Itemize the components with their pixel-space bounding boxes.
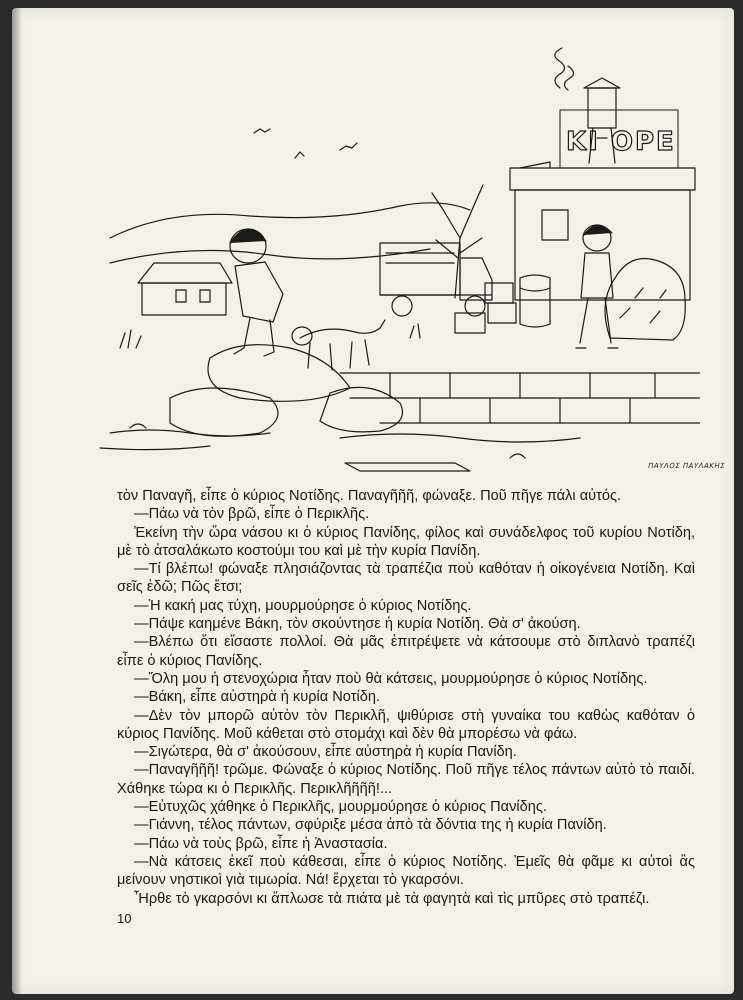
paragraph: —Βάκη, εἶπε αὐστηρὰ ἡ κυρία Νοτίδη.	[134, 689, 380, 706]
bush	[605, 258, 685, 340]
boy-crouching	[230, 229, 283, 356]
bare-tree	[432, 185, 483, 298]
floating-plank	[345, 463, 470, 471]
grass	[120, 324, 420, 348]
cat	[292, 320, 385, 370]
paragraph: —Βλέπω ὅτι εἴσαστε πολλοί. Θὰ μᾶς ἐπιτρέψετε νὰ κάτσουμε στὸ διπλανὸ τραπέζι εἶπε ὁ κύριος Πανίδης.	[117, 634, 695, 669]
hill-line-2	[110, 249, 430, 263]
story-text	[117, 487, 695, 908]
rock	[208, 345, 350, 402]
water-ripples	[100, 430, 580, 450]
ink-drawing	[90, 38, 700, 483]
boy-standing	[576, 225, 618, 348]
bush-texture	[620, 288, 666, 323]
page-fold-shadow	[12, 8, 22, 994]
paragraph: —Ὅλη μου ἡ στενοχώρια ἦταν ποὺ θὰ κάτσεις, μουρμούρησε ὁ κύριος Νοτίδης.	[134, 670, 648, 687]
illustration	[90, 38, 700, 483]
small-house	[138, 263, 232, 315]
paragraph: —Πάψε καημένε Βάκη, τὸν σκούντησε ἡ κυρία Νοτίδη. Θὰ σ' ἀκούση.	[134, 616, 581, 633]
bird	[254, 129, 270, 133]
paragraph: —Παναγῆῆῆ! τρῶμε. Φώναξε ὁ κύριος Νοτίδης. Ποῦ πῆγε τέλος πάντων αὐτὸ τὸ παιδί. Χάθηκε τώρα κι ὁ Περικλῆς. Περικλῆῆῆῆ!...	[117, 762, 695, 797]
paragraph: —Ἡ κακή μας τύχη, μουρμούρησε ὁ κύριος Νοτίδης.	[134, 597, 472, 614]
stone-wall	[340, 373, 700, 423]
smoke-trail	[555, 48, 565, 88]
crates	[455, 275, 550, 333]
paragraph: —Πάω νὰ τὸν βρῶ, εἶπε ὁ Περικλῆς.	[134, 506, 370, 523]
fish	[510, 454, 525, 458]
illustrator-signature: ΠΑΥΛΟΣ ΠΑΥΛΑΚΗΣ	[647, 462, 726, 470]
paragraph: —Νὰ κάτσεις ἐκεῖ ποὺ κάθεσαι, εἶπε ὁ κύριος Νοτίδης. Ἐμεῖς θὰ φᾶμε κι αὐτοὶ ἂς μείνουν νηστικοὶ γιὰ τιμωρία. Νά! ἔρχεται τὸ γκαρσόνι.	[117, 853, 695, 889]
paragraph: —Δὲν τὸν μπορῶ αὐτὸν τὸν Περικλῆ, ψιθύρισε στὴ γυναίκα του καθὼς καθόταν ὁ κύριος Πανίδης. Μοῦ κάθεται στὸ στομάχι καὶ δὲν θὰ μπορέσω νὰ φάω.	[117, 707, 695, 742]
paragraph: —Πάω νὰ τοὺς βρῶ, εἶπε ἡ Ἀναστασία.	[134, 835, 388, 852]
paragraph: Ἐκείνη τὴν ὥρα νάσου κι ὁ κύριος Πανίδης, φίλος καὶ συνάδελφος τοῦ κυρίου Νοτίδη, μὲ τὸ ἀτσαλάκωτο κοστούμι του καὶ μὲ τὴν κυρία Πανίδη.	[117, 524, 695, 559]
sign-lettering: ΚΙ ΟΡΕ	[566, 127, 676, 157]
paragraph: —Τί βλέπω! φώναξε πλησιάζοντας τὰ τραπέζια ποὺ καθόταν ἡ οἰκογένεια Νοτίδη. Καὶ σεῖς ἐδῶ; Πῶς ἔτσι;	[117, 561, 695, 596]
paragraph: —Εὐτυχῶς χάθηκε ὁ Περικλῆς, μουρμούρησε ὁ κύριος Πανίδης.	[134, 799, 547, 816]
paragraph: τὸν Παναγῆ, εἶπε ὁ κύριος Νοτίδης. Παναγῆῆῆ, φώναξε. Ποῦ πῆγε πάλι αὐτός.	[117, 488, 622, 504]
duck	[130, 424, 146, 428]
smoke-trail-2	[564, 66, 573, 90]
page-number: 10	[117, 911, 132, 926]
rock-2	[170, 388, 278, 436]
paragraph: —Σιγώτερα, θὰ σ' ἀκούσουν, εἶπε αὐστηρὰ ἡ κυρία Πανίδη.	[134, 744, 517, 761]
hill-line	[110, 203, 470, 238]
paragraph: Ἦρθε τὸ γκαρσόνι κι ἅπλωσε τὰ πιάτα μὲ τὰ φαγητὰ καὶ τὶς μπῦρες στὸ τραπέζι.	[134, 890, 650, 907]
rooftop-sign	[560, 110, 678, 168]
bird	[295, 152, 304, 158]
paragraph: —Γιάννη, τέλος πάντων, σφύριξε μέσα ἀπὸ τὰ δόντια της ἡ κυρία Πανίδη.	[134, 817, 607, 834]
bird	[340, 143, 357, 150]
